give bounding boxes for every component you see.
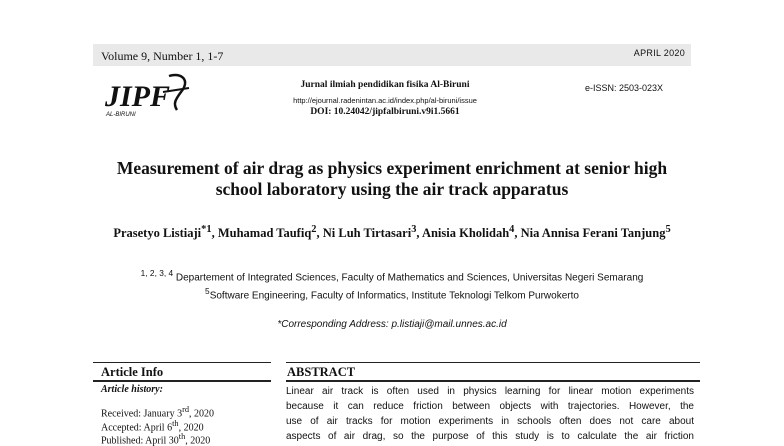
abstract-line: because it can reduce friction between objects with trajectories. However, the [286, 401, 694, 412]
author-name: Prasetyo Listiaji [113, 226, 202, 241]
abstract-line: aspects of air drag, so the purpose of this study is to calculate the air friction [286, 431, 694, 442]
affiliation-1-sup: 1, 2, 3, 4 [140, 268, 174, 278]
logo-subtext: AL-BIRUNI [106, 112, 136, 118]
author-name: Nia Annisa Ferani Tanjung [520, 226, 666, 241]
journal-name: Jurnal ilmiah pendidikan fisika Al-Biruni [300, 80, 470, 90]
author-sup: 3 [411, 224, 417, 235]
divider [93, 362, 271, 363]
received-date: Received: January 3rd, 2020 [101, 405, 215, 420]
article-history-label: Article history: [101, 384, 163, 395]
title-line-1: Measurement of air drag as physics experiment enrichment at senior high [116, 158, 668, 178]
abstract-body [286, 384, 694, 444]
jipf-logo [103, 70, 195, 120]
issue-date: APRIL 2020 [633, 48, 685, 58]
author-list: Prasetyo Listiaji$^{*1}$, Muhamad Taufiq$^2$, Ni Luh Tirtasari$^3$, Anisia Kholidah$^4$, Nia Annisa Ferani Tanjung$^5$ [113, 224, 671, 241]
doi: DOI: 10.24042/jipfalbiruni.v9i1.5661 [310, 107, 460, 117]
issn: e-ISSN: 2503-023X [585, 83, 664, 93]
divider [93, 380, 271, 382]
published-date: Published: April 30th, 2020 [101, 432, 211, 446]
abstract-line: use of air tracks for motion experiments in schools often does not care about [286, 416, 694, 427]
journal-url-link[interactable]: http://ejournal.radenintan.ac.id/index.php/al-biruni/issue [293, 96, 477, 105]
title-line-2: school laboratory using the air track apparatus [215, 179, 569, 199]
abstract-heading: ABSTRACT [287, 365, 356, 379]
author-sup: *1 [201, 224, 212, 235]
author-sup: 5 [665, 224, 671, 235]
affiliation-1: $^{1, 2, 3, 4}$ Departement of Integrated Sciences, Faculty of Mathematics and Sciences, Universitas Negeri Semarang [140, 268, 644, 284]
divider [286, 362, 700, 363]
author-name: Ni Luh Tirtasari [322, 226, 412, 241]
author-sup: 4 [509, 224, 515, 235]
affiliation-2: $^5$Software Engineering, Faculty of Informatics, Institute Teknologi Telkom Purwokerto [205, 286, 579, 302]
logo-text: JIPF [105, 80, 171, 113]
author-sup: 2 [311, 224, 317, 235]
author-name: Anisia Kholidah [421, 226, 510, 241]
corresponding-address: *Corresponding Address: p.listiaji@mail.unnes.ac.id [277, 319, 507, 330]
article-info-heading: Article Info [101, 365, 164, 379]
affiliation-2-sup: 5 [205, 286, 210, 296]
divider [286, 380, 700, 382]
volume-info: Volume 9, Number 1, 1-7 [101, 49, 224, 63]
paper-title [96, 158, 688, 200]
accepted-date: Accepted: April 6th, 2020 [101, 419, 204, 434]
abstract-line: Linear air track is often used in physics learning for linear motion experiments [286, 386, 694, 397]
author-name: Muhamad Taufiq [217, 226, 312, 241]
